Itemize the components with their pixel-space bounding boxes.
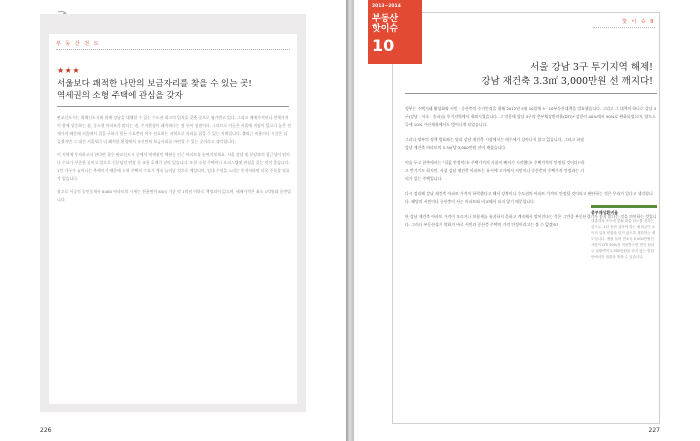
narrow-column <box>405 136 657 183</box>
title-line-1: 서울보다 쾌적한 나만의 보금자리를 찾을 수 있는 곳! <box>57 79 252 89</box>
page-number-right: 227 <box>648 427 660 434</box>
title-divider <box>57 106 289 107</box>
headline <box>433 61 653 89</box>
paragraph: 정부는 주택거래 활성화와 서민 · 중산층의 주거안정을 위해 2012년 5월 10일에 5 · 10부동산대책을 발표했습니다. 그리고 그 대책의 하나로 강남 3구(강남 · 서초 · 송파)를 투기지역에서 제외시켰습니다. 그 덕분에 강남 3구의 총부채상환비율(DTI)* 상한이 40%에서 50%로 완화되었으며, 양도소득세 10% 가산세율에서도 벗어나게 되었습니다. <box>405 106 657 127</box>
issue-tag-divider <box>593 27 655 28</box>
glossary-body: 대출자의 소득에 맞춰 대출 한도를 정하는 것으로, 1년 동안 갚아야 하는 원리금이 소득의 일정 비율을 넘지 않도록 제한하는 제도입니다. 예를 들어 연소득 5,000만원인 사람이 DTI 50%를 적용받으면 연간 원리금 상환액이 2,500만원을 넘지 않는 범위 안에서만 대출을 받을 수 있습니다. <box>591 219 656 259</box>
left-page <box>0 0 346 441</box>
section-title <box>57 78 293 102</box>
book-gutter <box>346 0 354 441</box>
chapter-badge <box>368 0 422 64</box>
paragraph: 다시 정리해 강남 재건축 아파트 가격이 하락했다고 해서 강북이나 수도권의 아파트 가격이 안정될 것이라고 판단하는 것은 무리가 있다고 생각합니다. 해당의 서민이나 중산층이 사는 아파트와 비교해서 되지 않기 때문입니다. <box>405 191 653 204</box>
tip-box <box>40 14 306 412</box>
badge-title-1: 부동산 <box>372 14 399 24</box>
series-tag: 부 동 산 전 트 <box>56 41 101 47</box>
right-page <box>354 0 700 441</box>
headline-divider <box>405 93 657 94</box>
star-rating: ★★★ <box>57 66 81 75</box>
headline-line-2: 강남 재건축 3.3㎡ 3,000만원 선 깨지다! <box>481 76 653 87</box>
badge-year: 2013~2014 <box>372 4 401 9</box>
glossary-sidebar <box>591 205 657 260</box>
paragraph: 단 강남 재건축 아파트 가격이 오르거나 보합세를 유지하지 못하고 계속해서 떨어진다는 것은 그만큼 부동산경기가 좋지 않다는 것을 의미하는 것입니다. 그러나 부동산경기 악화가 바로 서민과 중산층 주택의 가격 안정이라고는 볼 수 없겠죠? <box>405 214 657 227</box>
paragraph: 참고로 이곳의 공인중개사 8480 아파트의 시세는 전용면적 85㎡ 기준 약 1억원 이하로 책정되어 있으며, 매매가격은 최소 1억원대 중반입니다. <box>57 189 291 202</box>
title-line-2: 역세권의 소형 주택에 관심을 갖자 <box>57 91 183 101</box>
tip-box-content <box>49 34 297 404</box>
tag-divider <box>56 49 290 50</box>
paragraph: 그러나 정부의 정책 발표와는 달리 강남 재건축 시장에서는 매수세가 살아나지 않고 있습니다. 그리고 하필 강남 재건축 아파트의 3.3㎡당 3,000만원 선이 깨졌습니다. <box>405 137 584 150</box>
badge-title-2: 핫이슈 <box>372 24 399 34</box>
badge-number: 10 <box>372 36 395 55</box>
paragraph: 이 지역에 투자하고자 한다면 경우 판교신도시 중에서 역세권인 백현동 인근 아파트를 눈여겨보세요. 서울 강남 및 분당과의 접근성이 뛰어나 수요가 꾸준한 곳이고 앞으로 신분당선 연장 등 교통 호재가 남아 있습니다. 또한 소형 주택이나 오피스텔에 관심을 갖는 것이 좋습니다. 1인 가구가 늘어나는 추세이기 때문에 소형 주택의 수요가 계속 늘어날 것으로 예상되며, 임대 수익을 노리는 투자자라면 더욱 주목할 필요가 있습니다. <box>57 152 290 181</box>
body-text <box>57 114 291 209</box>
paragraph: 판교신도시는 위례신도시와 함께 강남을 대체할 수 있는 수도권 최고의 입지를 갖춘 곳으로 평가받고 있다. 그리고 매매가격이나 전세가격이 함께 상승하는 점, 중소형 아파트가 많다는 점, 주거환경이 쾌적하다는 점 등이 장점이다. 그러므로 이곳은 서울에 직장이 있으나 높은 전세가격 때문에 서울에서 집을 구하기 힘든 수요층이 아주 선호하는 지역으로 자리를 잡을 수 있는 지역입니다. 출퇴근 비용이나 시간은 더 들겠지만 그 대신 서울보다 더 쾌적한 환경에서 자신만의 보금자리를 마련할 수 있는 곳이라고 생각합니다. <box>57 115 291 144</box>
content-frame <box>392 12 660 424</box>
headline-line-1: 서울 강남 3구 투기지역 해제! <box>530 62 653 73</box>
glossary-title: 총부채상환비율 <box>591 205 657 216</box>
paragraph: 이를 두고 한쪽에서는 "집값 안정이다! 주택가격의 거품이 빠지기 시작했다! 주택가격이 안정될 것이다!"라고 반기기도 하지만, 사실 강남 재건축 아파트는 유서에 고가에서 서민이나 중산층의 주택가격 안정과는 거리가 있는 주택입니다. <box>405 160 585 181</box>
page-number-left: 226 <box>40 427 52 434</box>
issue-tag: 핫 이 슈 8 <box>622 19 655 25</box>
